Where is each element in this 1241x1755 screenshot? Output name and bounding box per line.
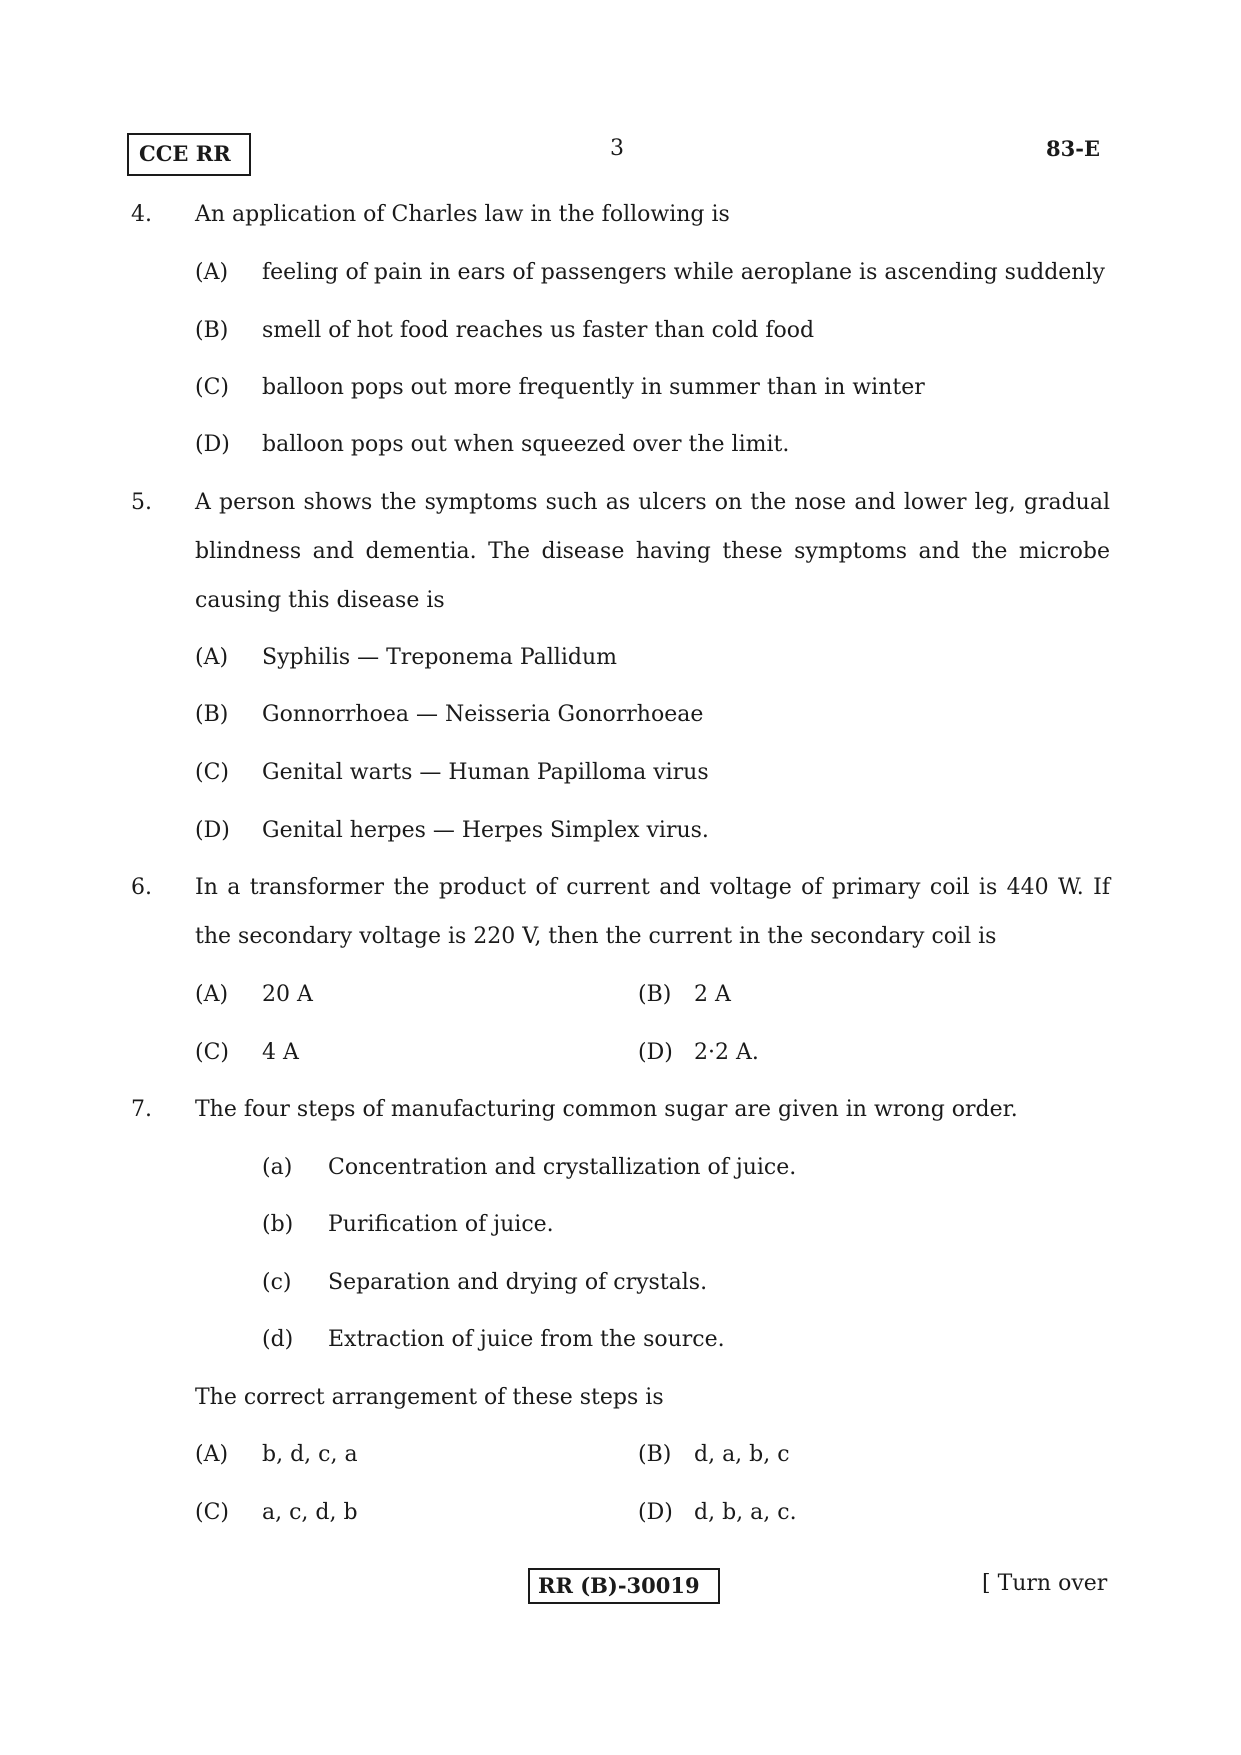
option-label: (B) (638, 982, 672, 1007)
step-label: (c) (262, 1270, 292, 1295)
option-text: balloon pops out when squeezed over the limit. (262, 432, 790, 457)
arrangement-prompt: The correct arrangement of these steps is (195, 1385, 664, 1410)
option-label: (D) (638, 1040, 673, 1065)
option-text: 20 A (262, 982, 313, 1007)
step-label: (a) (262, 1155, 293, 1180)
step-text: Extraction of juice from the source. (328, 1327, 725, 1352)
option-text: Genital herpes — Herpes Simplex virus. (262, 818, 709, 843)
option-text: a, c, d, b (262, 1500, 358, 1525)
turn-over-note: [ Turn over (982, 1571, 1108, 1596)
step-text: Concentration and crystallization of juice. (328, 1155, 797, 1180)
question-number: 4. (131, 202, 152, 227)
question-stem: An application of Charles law in the following is (195, 202, 730, 227)
option-text: smell of hot food reaches us faster than cold food (262, 318, 815, 343)
option-label: (C) (195, 1500, 229, 1525)
option-text: 2 A (694, 982, 731, 1007)
footer-code-box: RR (B)-30019 (528, 1568, 720, 1604)
option-label: (C) (195, 375, 229, 400)
paper-code: 83-E (1046, 136, 1100, 161)
option-label: (B) (195, 318, 229, 343)
question-number: 7. (131, 1097, 152, 1122)
option-label: (C) (195, 760, 229, 785)
option-text: 4 A (262, 1040, 299, 1065)
option-text: Syphilis — Treponema Pallidum (262, 645, 617, 670)
option-label: (A) (195, 982, 229, 1007)
step-text: Separation and drying of crystals. (328, 1270, 708, 1295)
option-text: b, d, c, a (262, 1442, 358, 1467)
option-text: Gonnorrhoea — Neisseria Gonorrhoeae (262, 702, 704, 727)
option-label: (B) (638, 1442, 672, 1467)
question-stem: A person shows the symptoms such as ulcers on the nose and lower leg, gradual blindness and dementia. The disease having these symptoms and the microbe causing this disease is (195, 490, 1110, 613)
step-label: (d) (262, 1327, 294, 1352)
question-stem: The four steps of manufacturing common sugar are given in wrong order. (195, 1097, 1018, 1122)
option-text: balloon pops out more frequently in summer than in winter (262, 375, 925, 400)
question-number: 6. (131, 875, 152, 900)
option-label: (C) (195, 1040, 229, 1065)
option-label: (A) (195, 645, 229, 670)
option-label: (D) (638, 1500, 673, 1525)
step-label: (b) (262, 1212, 294, 1237)
option-text: feeling of pain in ears of passengers while aeroplane is ascending suddenly (262, 260, 1105, 285)
option-text: d, b, a, c. (694, 1500, 797, 1525)
option-label: (A) (195, 260, 229, 285)
question-number: 5. (131, 490, 152, 515)
option-text: d, a, b, c (694, 1442, 790, 1467)
step-text: Purification of juice. (328, 1212, 554, 1237)
option-label: (D) (195, 432, 230, 457)
option-text: Genital warts — Human Papilloma virus (262, 760, 709, 785)
option-label: (A) (195, 1442, 229, 1467)
option-text: 2·2 A. (694, 1040, 759, 1065)
option-label: (D) (195, 818, 230, 843)
page-number: 3 (610, 136, 624, 161)
header-code-box: CCE RR (127, 133, 251, 176)
question-stem: In a transformer the product of current and voltage of primary coil is 440 W. If the secondary voltage is 220 V, then the current in the secondary coil is (195, 875, 1110, 949)
option-label: (B) (195, 702, 229, 727)
